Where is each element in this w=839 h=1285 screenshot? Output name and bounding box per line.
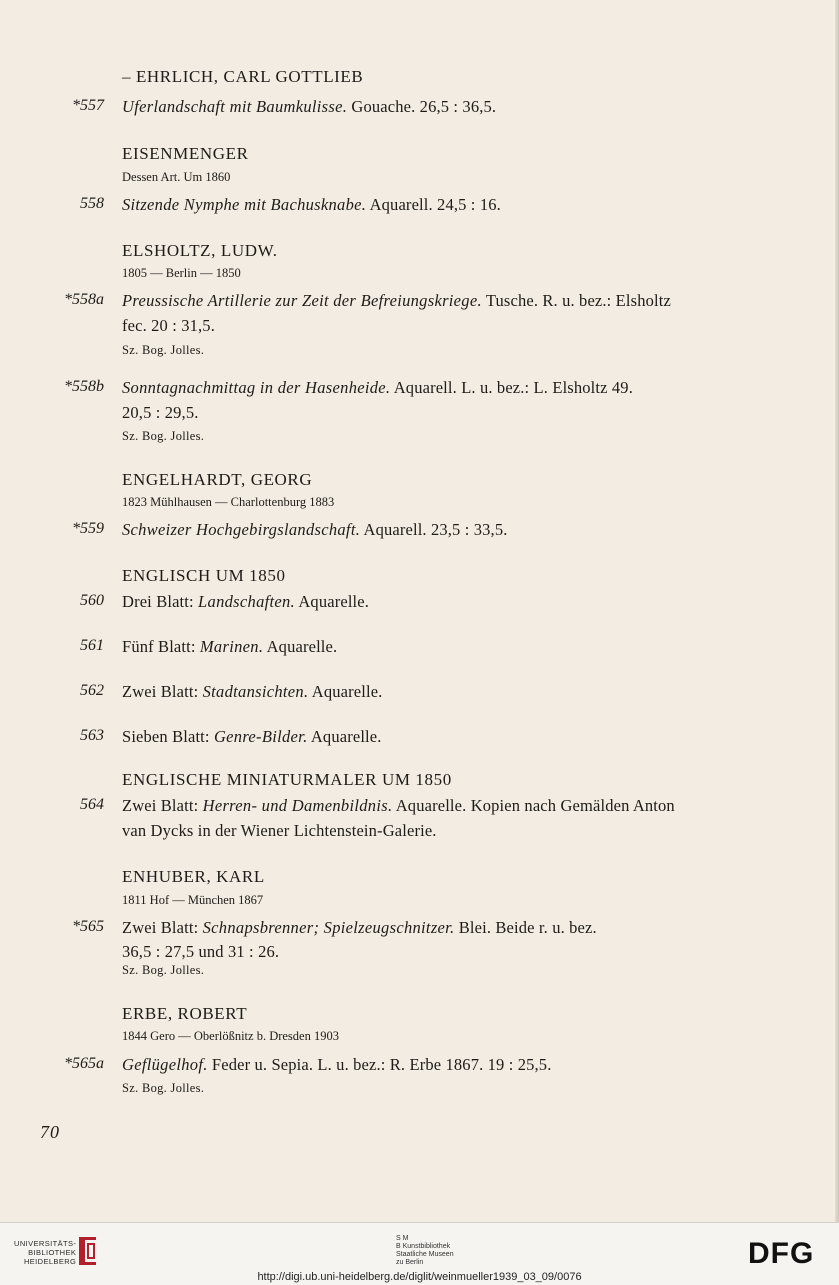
artist-heading-englisch: ENGLISCH UM 1850 xyxy=(122,566,286,585)
lot-entry xyxy=(122,291,671,311)
lot-details: Aquarell. L. u. bez.: L. Elsholtz 49. xyxy=(390,378,633,397)
lot-count: Zwei Blatt: xyxy=(122,682,203,701)
lot-details: Aquarelle. xyxy=(263,637,338,656)
lot-entry xyxy=(122,796,675,816)
lot-entry xyxy=(122,97,496,117)
lot-number: *558a xyxy=(64,291,104,308)
lot-title: Marinen. xyxy=(199,637,264,656)
lot-entry xyxy=(122,378,633,398)
lot-entry xyxy=(122,195,501,215)
lot-title: Schweizer Hochgebirgslandschaft. xyxy=(122,520,361,539)
uni-line: UNIVERSITÄTS- xyxy=(14,1239,77,1248)
lot-title: Uferlandschaft mit Baumkulisse. xyxy=(122,97,348,116)
artist-heading-erbe: ERBE, ROBERT xyxy=(122,1004,248,1023)
artist-heading-eisenmenger: EISENMENGER xyxy=(122,144,249,163)
lot-number: 560 xyxy=(80,592,104,609)
lot-title: Geflügelhof. xyxy=(122,1055,208,1074)
lot-entry xyxy=(122,918,597,938)
lot-continuation: 20,5 : 29,5. xyxy=(122,403,199,422)
artist-heading-enhuber: ENHUBER, KARL xyxy=(122,867,265,886)
dfg-logo[interactable]: DFG xyxy=(748,1237,815,1270)
lot-number: 563 xyxy=(80,727,104,744)
lot-number: 558 xyxy=(80,195,104,212)
lot-count: Zwei Blatt: xyxy=(122,796,203,815)
lot-entry xyxy=(122,727,382,747)
lot-continuation: 36,5 : 27,5 und 31 : 26. xyxy=(122,942,280,961)
lot-details: Aquarelle. Kopien nach Gemälden Anton xyxy=(392,796,675,815)
artist-dates: 1805 — Berlin — 1850 xyxy=(122,266,241,280)
lot-entry xyxy=(122,682,382,702)
artist-heading-miniaturmaler: ENGLISCHE MINIATURMALER UM 1850 xyxy=(122,770,452,789)
smb-line: zu Berlin xyxy=(396,1259,424,1266)
lot-title: Sitzende Nymphe mit Bachusknabe. xyxy=(122,195,367,214)
artist-heading-ehrlich: – EHRLICH, CARL GOTTLIEB xyxy=(122,67,364,86)
lot-continuation: fec. 20 : 31,5. xyxy=(122,316,215,335)
lot-details: Aquarelle. xyxy=(308,682,383,701)
artist-heading-engelhardt: ENGELHARDT, GEORG xyxy=(122,470,313,489)
lot-continuation: van Dycks in der Wiener Lichtenstein-Galerie. xyxy=(122,821,437,840)
smb-kunstbibliothek-label[interactable] xyxy=(396,1235,454,1267)
permalink-url[interactable]: http://digi.ub.uni-heidelberg.de/diglit/weinmueller1939_03_09/0076 xyxy=(257,1271,582,1283)
lot-number: *565 xyxy=(72,918,104,935)
lot-number: *557 xyxy=(72,97,104,114)
lot-title: Herren- und Damenbildnis. xyxy=(202,796,393,815)
lot-title: Sonntagnachmittag in der Hasenheide. xyxy=(122,378,391,397)
lot-provenance: Sz. Bog. Jolles. xyxy=(122,429,205,443)
artist-dates: Dessen Art. Um 1860 xyxy=(122,170,231,184)
lot-details: Aquarell. 23,5 : 33,5. xyxy=(360,520,508,539)
page-edge xyxy=(835,0,839,1222)
lot-number: *565a xyxy=(64,1055,104,1072)
lot-details: Gouache. 26,5 : 36,5. xyxy=(347,97,497,116)
lot-provenance: Sz. Bog. Jolles. xyxy=(122,343,205,357)
lot-title: Genre-Bilder. xyxy=(213,727,308,746)
lot-entry xyxy=(122,520,508,540)
lot-details: Aquarelle. xyxy=(295,592,370,611)
lot-details: Feder u. Sepia. L. u. bez.: R. Erbe 1867. 19 : 25,5. xyxy=(207,1055,552,1074)
lot-entry xyxy=(122,637,337,657)
artist-dates: 1811 Hof — München 1867 xyxy=(122,893,264,907)
lot-count: Zwei Blatt: xyxy=(122,918,203,937)
lot-details: Blei. Beide r. u. bez. xyxy=(454,918,597,937)
lot-number: 562 xyxy=(80,682,104,699)
lot-title: Preussische Artillerie zur Zeit der Befreiungskriege. xyxy=(122,291,482,310)
heidelberg-logo-icon[interactable] xyxy=(78,1235,100,1267)
university-library-label[interactable] xyxy=(14,1239,76,1266)
uni-line: BIBLIOTHEK xyxy=(28,1248,77,1257)
lot-details: Aquarelle. xyxy=(307,727,382,746)
lot-number: 561 xyxy=(80,637,104,654)
lot-provenance: Sz. Bog. Jolles. xyxy=(122,1081,205,1095)
lot-title: Stadtansichten. xyxy=(202,682,309,701)
lot-count: Sieben Blatt: xyxy=(122,727,214,746)
smb-line: B Kunstbibliothek xyxy=(396,1243,451,1250)
artist-dates: 1823 Mühlhausen — Charlottenburg 1883 xyxy=(122,495,335,509)
lot-number: *559 xyxy=(72,520,104,537)
lot-number: 564 xyxy=(80,796,104,813)
lot-number: *558b xyxy=(64,378,104,395)
artist-dates: 1844 Gero — Oberlößnitz b. Dresden 1903 xyxy=(122,1029,339,1043)
page-number: 70 xyxy=(40,1122,60,1142)
lot-title: Landschaften. xyxy=(198,592,295,611)
lot-details: Aquarell. 24,5 : 16. xyxy=(366,195,501,214)
lot-details: Tusche. R. u. bez.: Elsholtz xyxy=(481,291,671,310)
lot-provenance: Sz. Bog. Jolles. xyxy=(122,963,205,977)
smb-line: S M xyxy=(396,1235,409,1242)
lot-entry xyxy=(122,592,369,612)
lot-entry xyxy=(122,1055,551,1075)
uni-line: HEIDELBERG xyxy=(23,1257,77,1266)
lot-count: Fünf Blatt: xyxy=(122,637,200,656)
lot-count: Drei Blatt: xyxy=(122,592,199,611)
smb-line: Staatliche Museen xyxy=(396,1251,454,1258)
artist-heading-elsholtz: ELSHOLTZ, LUDW. xyxy=(122,241,278,260)
lot-title: Schnapsbrenner; Spielzeugschnitzer. xyxy=(202,918,455,937)
digitization-footer xyxy=(0,1222,839,1285)
